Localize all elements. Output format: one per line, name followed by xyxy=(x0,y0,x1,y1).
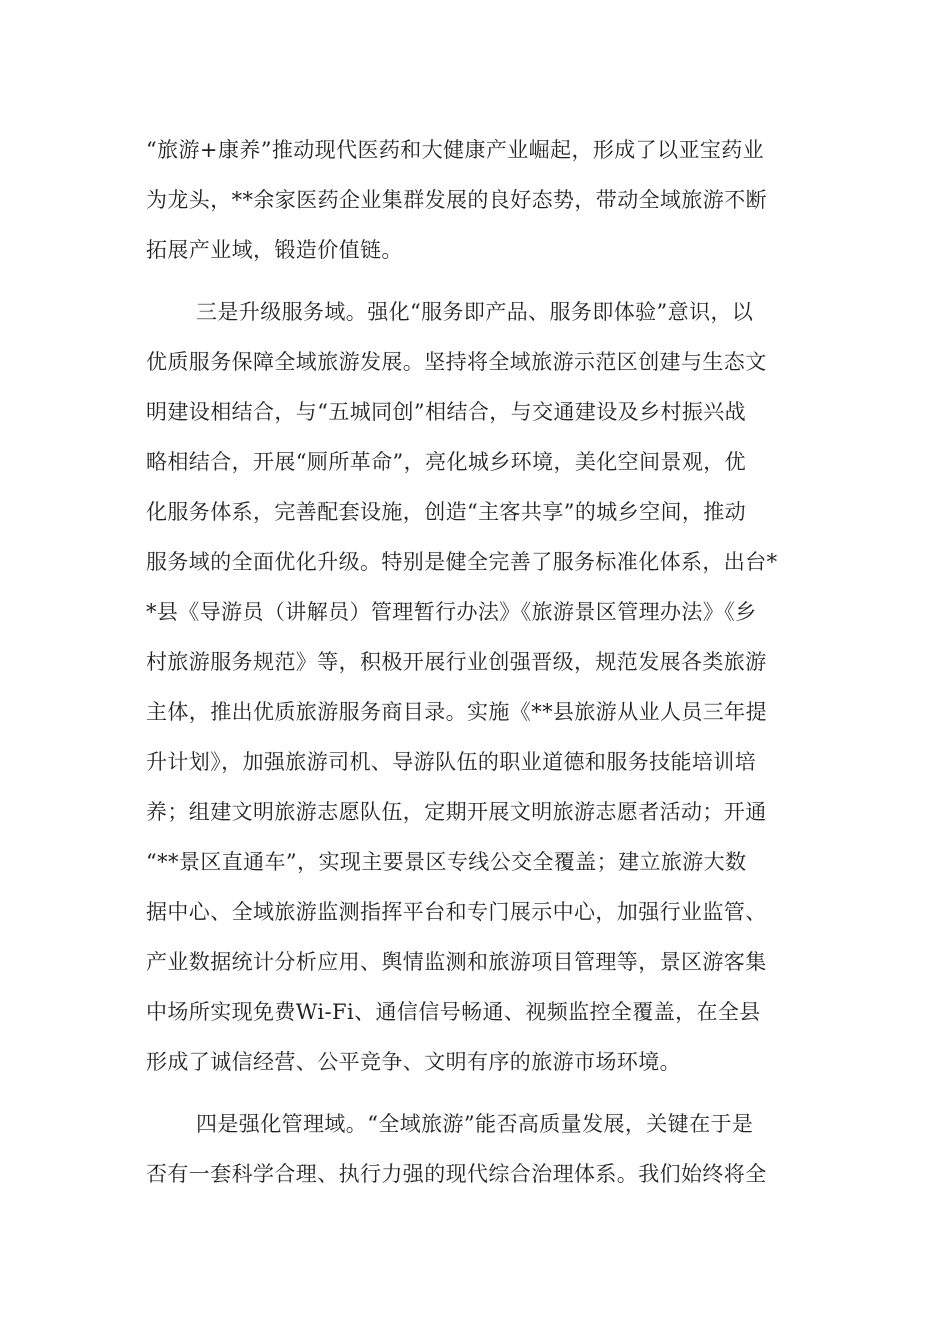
text-line: 优质服务保障全域旅游发展。坚持将全域旅游示范区创建与生态文 xyxy=(146,350,767,374)
text-line: 否有一套科学合理、执行力强的现代综合治理体系。我们始终将全 xyxy=(146,1162,767,1186)
text-line: 升计划》，加强旅游司机、导游队伍的职业道德和服务技能培训培 xyxy=(146,750,757,774)
text-line: 中场所实现免费Wi-Fi、通信信号畅通、视频监控全覆盖，在全县 xyxy=(146,1000,761,1024)
text-line: 据中心、全域旅游监测指挥平台和专门展示中心，加强行业监管、 xyxy=(146,900,767,924)
text-line: 略相结合，开展“厕所革命”，亮化城乡环境，美化空间景观，优 xyxy=(146,450,747,474)
text-line: “旅游+康养”推动现代医药和大健康产业崛起，形成了以亚宝药业 xyxy=(146,138,765,162)
text-line: 形成了诚信经营、公平竞争、文明有序的旅游市场环境。 xyxy=(146,1050,681,1074)
text-line: 产业数据统计分析应用、舆情监测和旅游项目管理等，景区游客集 xyxy=(146,950,767,974)
text-line: 为龙头，**余家医药企业集群发展的良好态势，带动全域旅游不断 xyxy=(146,188,767,212)
text-line: 养；组建文明旅游志愿队伍，定期开展文明旅游志愿者活动；开通 xyxy=(146,800,767,824)
text-line: 拓展产业域，锻造价值链。 xyxy=(146,238,403,262)
text-line: 明建设相结合，与“五城同创”相结合，与交通建设及乡村振兴战 xyxy=(146,400,747,424)
text-line: 三是升级服务域。强化“服务即产品、服务即体验”意识，以 xyxy=(196,300,754,324)
text-line: 化服务体系，完善配套设施，创造“主客共享”的城乡空间，推动 xyxy=(146,500,747,524)
text-line: 四是强化管理域。“全域旅游”能否高质量发展，关键在于是 xyxy=(196,1112,754,1136)
text-line: 村旅游服务规范》等，积极开展行业创强晋级，规范发展各类旅游 xyxy=(146,650,767,674)
text-line: *县《导游员（讲解员）管理暂行办法》《旅游景区管理办法》《乡 xyxy=(146,600,757,624)
text-line: 服务域的全面优化升级。特别是健全完善了服务标准化体系，出台* xyxy=(146,550,778,574)
text-line: 主体，推出优质旅游服务商目录。实施《**县旅游从业人员三年提 xyxy=(146,700,767,724)
text-line: “**景区直通车”，实现主要景区专线公交全覆盖；建立旅游大数 xyxy=(146,850,747,874)
